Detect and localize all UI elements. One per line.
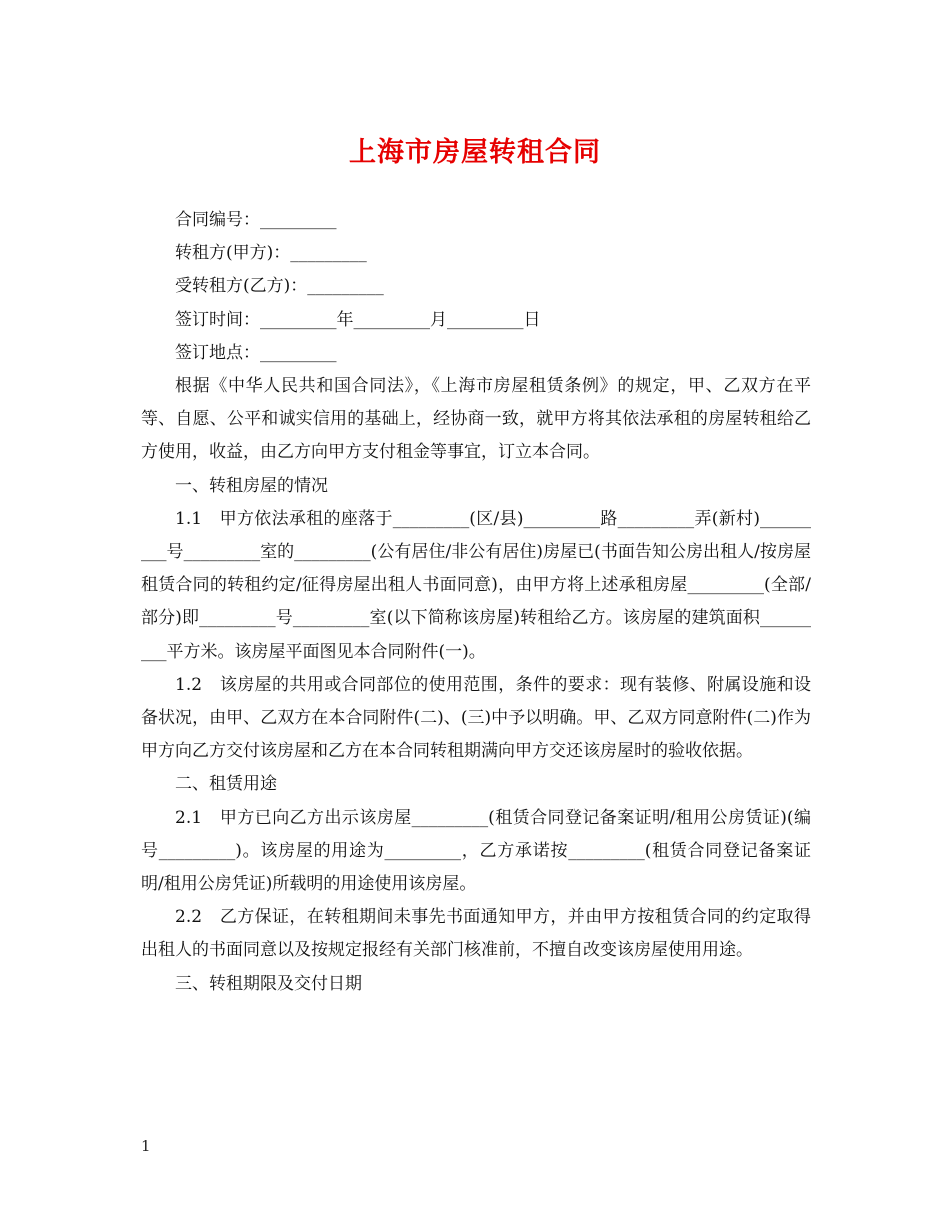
clause-1-2: 1.2 该房屋的共用或合同部位的使用范围，条件的要求：现有装修、附属设施和设备状况，由甲、乙双方在本合同附件(二)、(三)中予以明确。甲、乙双方同意附件(二)作为甲方向乙方交付该房屋和乙方在本合同转租期满向甲方交还该房屋时的验收依据。 bbox=[141, 674, 811, 762]
contract-number-line: 合同编号：_________ bbox=[175, 210, 337, 230]
clause-2-1: 2.1 甲方已向乙方出示该房屋_________(租赁合同登记备案证明/租用公房赁证)(编号_________)。该房屋的用途为_________，乙方承诺按_________(租赁合同登记备案证明/租用公房凭证)所载明的用途使用该房屋。 bbox=[141, 807, 811, 895]
document-title: 上海市房屋转租合同 bbox=[349, 137, 601, 168]
party-b-line: 受转租方(乙方)：_________ bbox=[175, 276, 384, 297]
clause-1-1: 1.1 甲方依法承租的座落于_________(区/县)_________路_________弄(新村)_________号_________室的_________(公有居住/非公有居住)房屋已(书面告知公房出租人/按房屋租赁合同的转租约定/征得房屋出租人书面同意)，由甲方将上述承租房屋_________(全部/部分)即_________号_________室(以下简称该房屋)转租给乙方。该房屋的建筑面积_________平方米。该房屋平面图见本合同附件(一)。 bbox=[141, 508, 811, 662]
section-heading-3: 三、转租期限及交付日期 bbox=[175, 973, 362, 994]
clause-2-2: 2.2 乙方保证，在转租期间未事先书面通知甲方，并由甲方按租赁合同的约定取得出租人的书面同意以及按规定报经有关部门核准前，不擅自改变该房屋使用用途。 bbox=[141, 907, 811, 961]
section-heading-2: 二、租赁用途 bbox=[175, 774, 277, 795]
document-body bbox=[141, 204, 811, 1001]
party-a-line: 转租方(甲方)：_________ bbox=[175, 243, 367, 264]
page-number: 1 bbox=[141, 1137, 151, 1155]
preamble-paragraph: 根据《中华人民共和国合同法》，《上海市房屋租赁条例》的规定，甲、乙双方在平等、自愿、公平和诚实信用的基础上，经协商一致，就甲方将其依法承租的房屋转租给乙方使用，收益，由乙方向甲方支付租金等事宜，订立本合同。 bbox=[141, 376, 811, 463]
signing-date-line: 签订时间：_________年_________月_________日 bbox=[175, 309, 541, 330]
section-heading-1: 一、转租房屋的情况 bbox=[175, 475, 328, 496]
signing-place-line: 签订地点：_________ bbox=[175, 342, 337, 363]
